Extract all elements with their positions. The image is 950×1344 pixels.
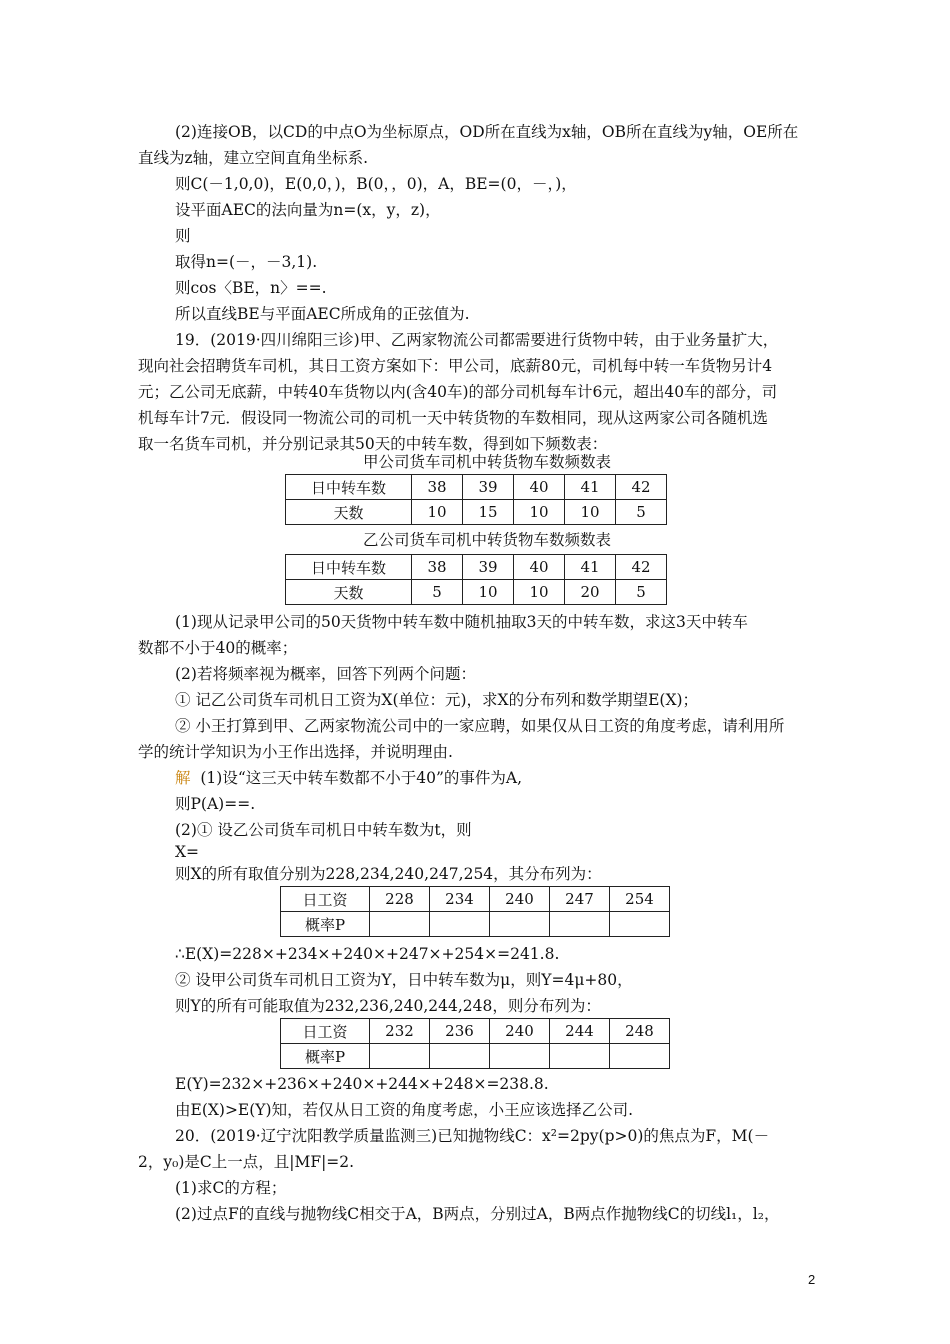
table-row — [281, 887, 670, 912]
table-cell — [490, 912, 550, 937]
table-x-distribution — [280, 886, 670, 937]
table-cell — [610, 1044, 670, 1069]
table-cell: 240 — [490, 1019, 550, 1044]
table-row — [286, 580, 667, 605]
table-cell: 15 — [463, 500, 514, 525]
table-y-distribution — [280, 1018, 670, 1069]
table-row — [286, 555, 667, 580]
table-cell: 41 — [565, 475, 616, 500]
table-cell: 概率P — [281, 1044, 370, 1069]
table-b-caption: 乙公司货车司机中转货物车数频数表 — [363, 531, 612, 549]
problem-20-line: 2，y₀)是C上一点，且|MF|=2. — [138, 1153, 355, 1171]
problem-19-line: 19．(2019·四川绵阳三诊)甲、乙两家物流公司都需要进行货物中转，由于业务量扩大， — [175, 331, 779, 349]
text-line: 设平面AEC的法向量为n=(x，y，z)， — [175, 201, 441, 219]
table-cell: 日中转车数 — [286, 475, 412, 500]
table-cell: 10 — [514, 500, 565, 525]
table-cell: 10 — [412, 500, 463, 525]
text-line: 直线为z轴，建立空间直角坐标系. — [138, 149, 369, 167]
table-cell: 244 — [550, 1019, 610, 1044]
table-cell: 228 — [370, 887, 430, 912]
conclusion-line: 由E(X)>E(Y)知，若仅从日工资的角度考虑，小王应该选择乙公司. — [175, 1101, 634, 1119]
text-line: 则cos〈BE，n〉==. — [175, 279, 327, 297]
solution-line: 则P(A)==. — [175, 795, 256, 813]
table-cell — [550, 912, 610, 937]
table-cell: 236 — [430, 1019, 490, 1044]
table-row — [286, 475, 667, 500]
table-cell — [430, 912, 490, 937]
table-cell: 天数 — [286, 580, 412, 605]
question-line: (2)若将频率视为概率，回答下列两个问题： — [175, 665, 476, 683]
text-line: (2)连接OB，以CD的中点O为坐标原点，OD所在直线为x轴，OB所在直线为y轴，OE所在 — [175, 123, 799, 141]
solution-line — [175, 768, 522, 788]
problem-19-line: 取一名货车司机，并分别记录其50天的中转车数，得到如下频数表： — [138, 435, 608, 453]
table-b — [285, 554, 667, 605]
text-line: 则C(－1,0,0)，E(0,0，)，B(0，，0)，A，BE=(0，－，)， — [175, 175, 577, 193]
table-cell: 42 — [616, 475, 667, 500]
problem-19-line: 机每车计7元．假设同一物流公司的司机一天中转货物的车数相同，现从这两家公司各随机选 — [138, 409, 768, 427]
problem-19-line: 元；乙公司无底薪，中转40车货物以内(含40车)的部分司机每车计6元，超出40车的部分，司 — [138, 383, 778, 401]
text-line: 取得n=(－，－3,1). — [175, 253, 318, 271]
table-cell: 38 — [412, 555, 463, 580]
table-cell: 10 — [565, 500, 616, 525]
expectation-line: ② 设甲公司货车司机日工资为Y，日中转车数为μ，则Y=4μ+80， — [175, 971, 633, 989]
table-cell: 40 — [514, 475, 565, 500]
table-cell: 40 — [514, 555, 565, 580]
table-a-caption: 甲公司货车司机中转货物车数频数表 — [363, 453, 612, 471]
question-line: (1)现从记录甲公司的50天货物中转车数中随机抽取3天的中转车数，求这3天中转车 — [175, 613, 748, 631]
solution-text: (1)设“这三天中转车数都不小于40”的事件为A, — [200, 769, 523, 787]
table-cell: 232 — [370, 1019, 430, 1044]
table-cell: 240 — [490, 887, 550, 912]
table-cell — [370, 912, 430, 937]
problem-20-line: (1)求C的方程； — [175, 1179, 287, 1197]
table-row — [281, 1044, 670, 1069]
table-cell: 234 — [430, 887, 490, 912]
table-cell: 247 — [550, 887, 610, 912]
table-a — [285, 474, 667, 525]
expectation-line: 则Y的所有可能取值为232,236,240,244,248，则分布列为： — [175, 997, 601, 1015]
table-cell: 10 — [514, 580, 565, 605]
table-cell: 254 — [610, 887, 670, 912]
table-cell: 39 — [463, 475, 514, 500]
question-line: ① 记乙公司货车司机日工资为X(单位：元)，求X的分布列和数学期望E(X)； — [175, 691, 699, 709]
table-row — [281, 1019, 670, 1044]
table-cell — [490, 1044, 550, 1069]
table-cell — [550, 1044, 610, 1069]
solution-line: X= — [175, 843, 200, 861]
solution-line: 则X的所有取值分别为228,234,240,247,254，其分布列为： — [175, 865, 602, 883]
table-cell: 日工资 — [281, 887, 370, 912]
table-cell: 248 — [610, 1019, 670, 1044]
table-cell: 5 — [616, 500, 667, 525]
problem-19-line: 现向社会招聘货车司机，其日工资方案如下：甲公司，底薪80元，司机每中转一车货物另计4 — [138, 357, 773, 375]
table-cell: 5 — [412, 580, 463, 605]
table-cell: 5 — [616, 580, 667, 605]
question-line: 数都不小于40的概率； — [138, 639, 298, 657]
question-line: ② 小王打算到甲、乙两家物流公司中的一家应聘，如果仅从日工资的角度考虑，请利用所 — [175, 717, 785, 735]
table-cell: 38 — [412, 475, 463, 500]
table-cell: 天数 — [286, 500, 412, 525]
question-line: 学的统计学知识为小王作出选择，并说明理由. — [138, 743, 453, 761]
table-cell: 日中转车数 — [286, 555, 412, 580]
table-cell — [610, 912, 670, 937]
table-cell — [370, 1044, 430, 1069]
table-cell: 概率P — [281, 912, 370, 937]
expectation-line: E(Y)=232×+236×+240×+244×+248×=238.8. — [175, 1075, 549, 1093]
expectation-line: ∴E(X)=228×+234×+240×+247×+254×=241.8. — [175, 945, 560, 963]
problem-20-line: 20．(2019·辽宁沈阳教学质量监测三)已知抛物线C：x²=2py(p>0)的焦点为F，M(－ — [175, 1127, 770, 1145]
table-cell: 42 — [616, 555, 667, 580]
text-line: 则 — [175, 227, 191, 245]
table-cell: 20 — [565, 580, 616, 605]
table-row — [286, 500, 667, 525]
problem-20-line: (2)过点F的直线与抛物线C相交于A，B两点，分别过A，B两点作抛物线C的切线l₁，l₂， — [175, 1205, 780, 1223]
table-cell — [430, 1044, 490, 1069]
text-line: 所以直线BE与平面AEC所成角的正弦值为. — [175, 305, 470, 323]
table-cell: 41 — [565, 555, 616, 580]
solution-line: (2)① 设乙公司货车司机日中转车数为t，则 — [175, 821, 472, 839]
table-cell: 39 — [463, 555, 514, 580]
table-cell: 10 — [463, 580, 514, 605]
solution-label: 解 — [175, 769, 191, 787]
page-number: 2 — [808, 1272, 816, 1287]
table-row — [281, 912, 670, 937]
table-cell: 日工资 — [281, 1019, 370, 1044]
